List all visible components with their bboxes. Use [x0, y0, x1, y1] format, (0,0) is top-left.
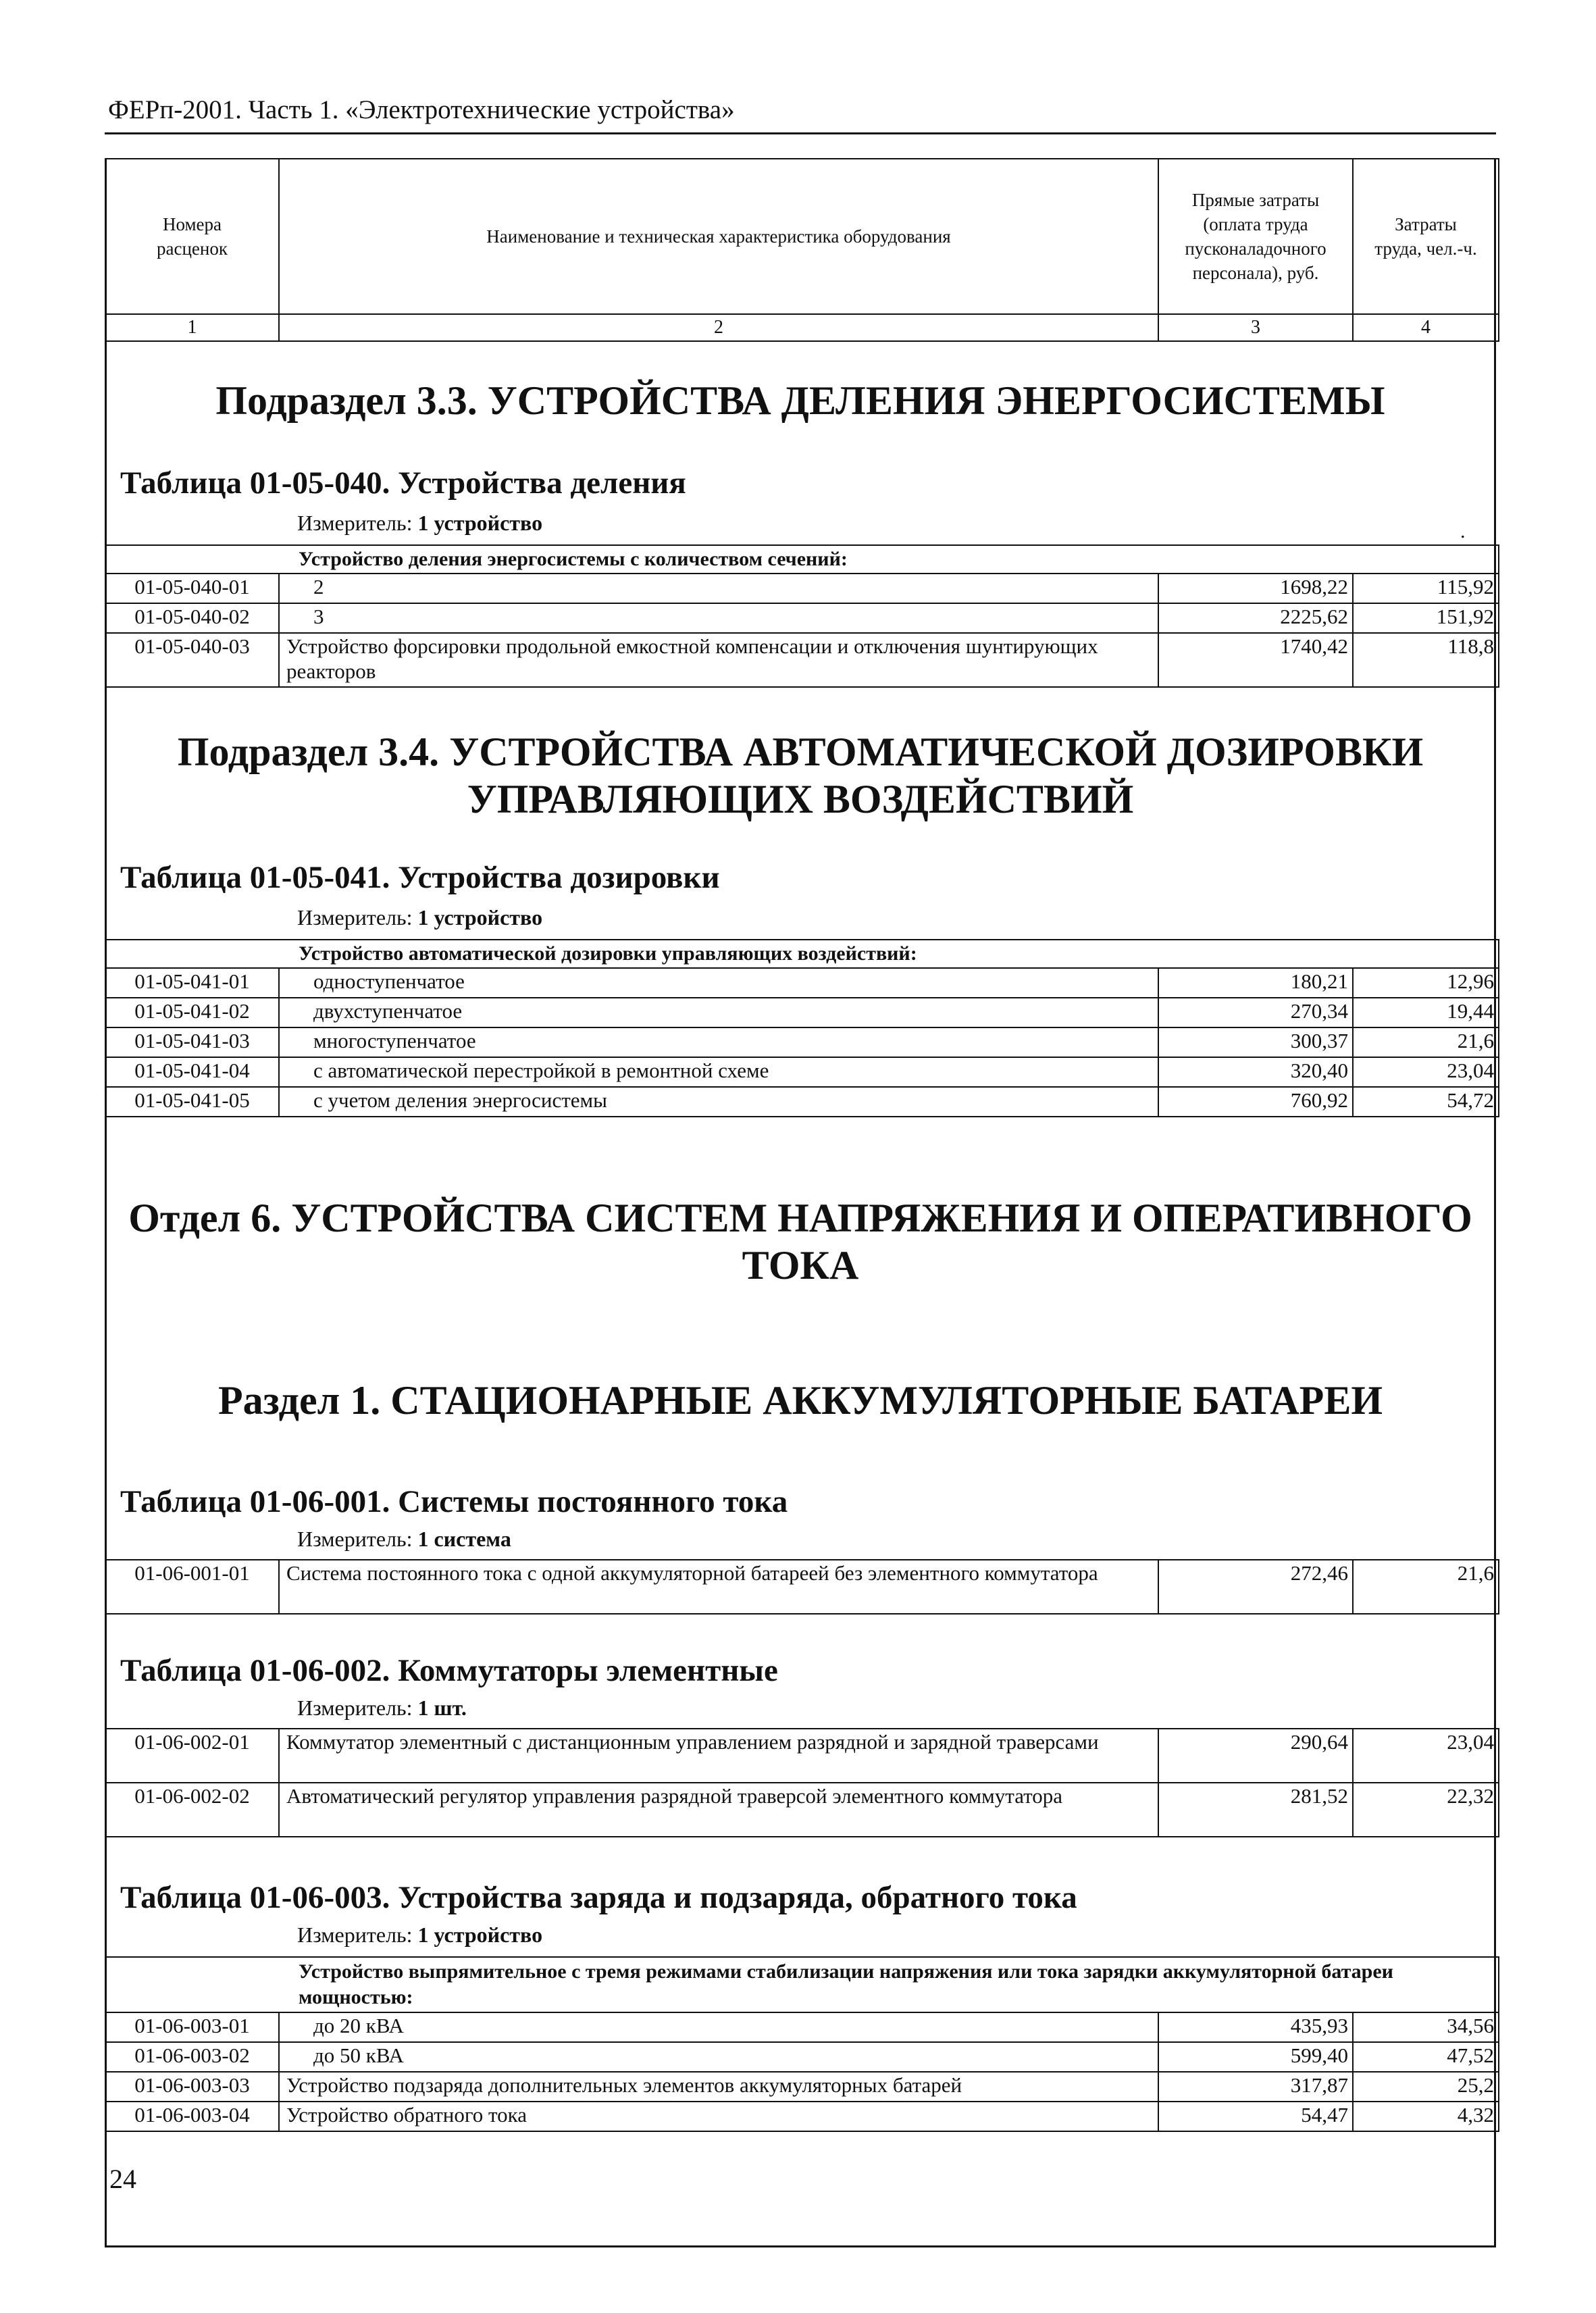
table-row	[105, 1560, 1499, 1614]
frame-bottom-rule	[105, 2245, 1496, 2247]
direct-cost: 180,21	[1158, 968, 1353, 998]
table-row	[105, 2012, 1499, 2042]
table-row	[105, 633, 1499, 687]
group-heading: Устройство автоматической дозировки управляющих воздействий:	[105, 940, 1499, 968]
direct-cost: 281,52	[1158, 1783, 1353, 1837]
col-header-labor: Затраты труда, чел.-ч.	[1353, 159, 1499, 314]
table-row	[105, 1057, 1499, 1087]
column-header-table	[105, 158, 1499, 342]
measure-unit	[297, 905, 542, 930]
col-header-name: Наименование и техническая характеристика оборудования	[279, 159, 1158, 314]
rate-code: 01-06-003-01	[105, 2012, 279, 2042]
subsection-title-line1: Подраздел 3.4. УСТРОЙСТВА АВТОМАТИЧЕСКОЙ ДОЗИРОВКИ	[177, 730, 1424, 774]
rate-name: Система постоянного тока с одной аккумуляторной батареей без элементного коммутатора	[279, 1560, 1158, 1614]
table-01-05-041	[105, 939, 1499, 1117]
table-title: Таблица 01-06-003. Устройства заряда и подзаряда, обратного тока	[120, 1880, 1077, 1915]
direct-cost: 760,92	[1158, 1087, 1353, 1117]
rate-code: 01-05-041-01	[105, 968, 279, 998]
labor-cost: 54,72	[1353, 1087, 1499, 1117]
direct-cost: 54,47	[1158, 2102, 1353, 2131]
rate-name: Коммутатор элементный с дистанционным управлением разрядной и зарядной траверсами	[279, 1729, 1158, 1783]
direct-cost: 270,34	[1158, 998, 1353, 1027]
labor-cost: 23,04	[1353, 1057, 1499, 1087]
rate-code: 01-06-003-02	[105, 2042, 279, 2072]
table-row	[105, 2042, 1499, 2072]
table-row	[105, 603, 1499, 633]
section-title: Раздел 1. СТАЦИОНАРНЫЕ АККУМУЛЯТОРНЫЕ БАТАРЕИ	[217, 1378, 1383, 1423]
measure-value: 1 устройство	[417, 905, 543, 930]
direct-cost: 1740,42	[1158, 633, 1353, 687]
direct-cost: 317,87	[1158, 2072, 1353, 2102]
direct-cost: 300,37	[1158, 1027, 1353, 1057]
labor-cost: 47,52	[1353, 2042, 1499, 2072]
labor-cost: 4,32	[1353, 2102, 1499, 2131]
labor-cost: 25,2	[1353, 2072, 1499, 2102]
measure-label: Измеритель:	[297, 1923, 413, 1947]
rate-code: 01-05-040-03	[105, 633, 279, 687]
table-title: Таблица 01-06-002. Коммутаторы элементные	[120, 1653, 778, 1688]
direct-cost: 2225,62	[1158, 603, 1353, 633]
table-row	[105, 2072, 1499, 2102]
measure-value: 1 устройство	[417, 511, 543, 535]
col-number-2: 2	[279, 314, 1158, 341]
rate-code: 01-05-040-01	[105, 574, 279, 603]
col-header-direct-costs: Прямые затраты (оплата труда пусконаладочного персонала), руб.	[1158, 159, 1353, 314]
rate-name: с учетом деления энергосистемы	[279, 1087, 1158, 1117]
rate-code: 01-06-002-02	[105, 1783, 279, 1837]
labor-cost: 21,6	[1353, 1027, 1499, 1057]
rate-code: 01-05-041-05	[105, 1087, 279, 1117]
rate-name: Устройство подзаряда дополнительных элементов аккумуляторных батарей	[279, 2072, 1158, 2102]
rate-name: с автоматической перестройкой в ремонтной схеме	[279, 1057, 1158, 1087]
labor-cost: 115,92	[1353, 574, 1499, 603]
direct-cost: 435,93	[1158, 2012, 1353, 2042]
measure-unit	[297, 1527, 511, 1552]
group-heading: Устройство выпрямительное с тремя режимами стабилизации напряжения или тока зарядки аккумуляторной батареи мощностью:	[105, 1957, 1499, 2012]
labor-cost: 22,32	[1353, 1783, 1499, 1837]
rate-code: 01-06-002-01	[105, 1729, 279, 1783]
labor-cost: 118,8	[1353, 633, 1499, 687]
labor-cost: 23,04	[1353, 1729, 1499, 1783]
col-number-1: 1	[105, 314, 279, 341]
rate-code: 01-05-041-03	[105, 1027, 279, 1057]
measure-label: Измеритель:	[297, 1527, 413, 1551]
stray-mark: .	[1460, 520, 1466, 542]
subsection-title: Подраздел 3.3. УСТРОЙСТВА ДЕЛЕНИЯ ЭНЕРГОСИСТЕМЫ	[215, 378, 1385, 423]
measure-unit	[297, 511, 542, 536]
rate-name: Устройство обратного тока	[279, 2102, 1158, 2131]
rate-name: 2	[279, 574, 1158, 603]
header-rule	[105, 132, 1496, 134]
rate-name: многоступенчатое	[279, 1027, 1158, 1057]
labor-cost: 12,96	[1353, 968, 1499, 998]
labor-cost: 19,44	[1353, 998, 1499, 1027]
rate-name: до 50 кВА	[279, 2042, 1158, 2072]
table-01-06-001	[105, 1559, 1499, 1615]
direct-cost: 599,40	[1158, 2042, 1353, 2072]
measure-value: 1 система	[417, 1527, 511, 1551]
measure-unit	[297, 1696, 467, 1721]
rate-code: 01-05-041-04	[105, 1057, 279, 1087]
table-title: Таблица 01-05-040. Устройства деления	[120, 465, 686, 501]
rate-name: 3	[279, 603, 1158, 633]
measure-label: Измеритель:	[297, 1696, 413, 1720]
department-title-line2: ТОКА	[742, 1243, 859, 1288]
table-row	[105, 1087, 1499, 1117]
measure-unit	[297, 1923, 542, 1948]
col-number-4: 4	[1353, 314, 1499, 341]
rate-code: 01-05-040-02	[105, 603, 279, 633]
table-title: Таблица 01-06-001. Системы постоянного тока	[120, 1484, 788, 1519]
rate-name: одноступенчатое	[279, 968, 1158, 998]
direct-cost: 1698,22	[1158, 574, 1353, 603]
measure-label: Измеритель:	[297, 511, 413, 535]
rate-name: Автоматический регулятор управления разрядной траверсой элементного коммутатора	[279, 1783, 1158, 1837]
rate-code: 01-05-041-02	[105, 998, 279, 1027]
table-row	[105, 1729, 1499, 1783]
table-row	[105, 1783, 1499, 1837]
table-row	[105, 998, 1499, 1027]
measure-value: 1 устройство	[417, 1923, 543, 1947]
table-01-05-040	[105, 544, 1499, 688]
rate-code: 01-06-001-01	[105, 1560, 279, 1614]
table-row	[105, 2102, 1499, 2131]
rate-code: 01-06-003-03	[105, 2072, 279, 2102]
direct-cost: 290,64	[1158, 1729, 1353, 1783]
running-header: ФЕРп-2001. Часть 1. «Электротехнические устройства»	[108, 95, 735, 124]
rate-code: 01-06-003-04	[105, 2102, 279, 2131]
direct-cost: 320,40	[1158, 1057, 1353, 1087]
labor-cost: 21,6	[1353, 1560, 1499, 1614]
group-heading: Устройство деления энергосистемы с количеством сечений:	[105, 545, 1499, 574]
direct-cost: 272,46	[1158, 1560, 1353, 1614]
table-title: Таблица 01-05-041. Устройства дозировки	[120, 860, 720, 895]
labor-cost: 151,92	[1353, 603, 1499, 633]
table-row	[105, 574, 1499, 603]
col-header-codes: Номера расценок	[105, 159, 279, 314]
rate-name: до 20 кВА	[279, 2012, 1158, 2042]
measure-label: Измеритель:	[297, 905, 413, 930]
table-row	[105, 1027, 1499, 1057]
page-number: 24	[109, 2164, 136, 2194]
table-01-06-003	[105, 1956, 1499, 2132]
department-title-line1: Отдел 6. УСТРОЙСТВА СИСТЕМ НАПРЯЖЕНИЯ И ОПЕРАТИВНОГО	[128, 1196, 1472, 1240]
rate-name: Устройство форсировки продольной емкостной компенсации и отключения шунтирующих реакторов	[279, 633, 1158, 687]
table-01-06-002	[105, 1728, 1499, 1837]
subsection-title-line2: УПРАВЛЯЮЩИХ ВОЗДЕЙСТВИЙ	[467, 777, 1134, 821]
labor-cost: 34,56	[1353, 2012, 1499, 2042]
measure-value: 1 шт.	[417, 1696, 467, 1720]
rate-name: двухступенчатое	[279, 998, 1158, 1027]
col-number-3: 3	[1158, 314, 1353, 341]
table-row	[105, 968, 1499, 998]
